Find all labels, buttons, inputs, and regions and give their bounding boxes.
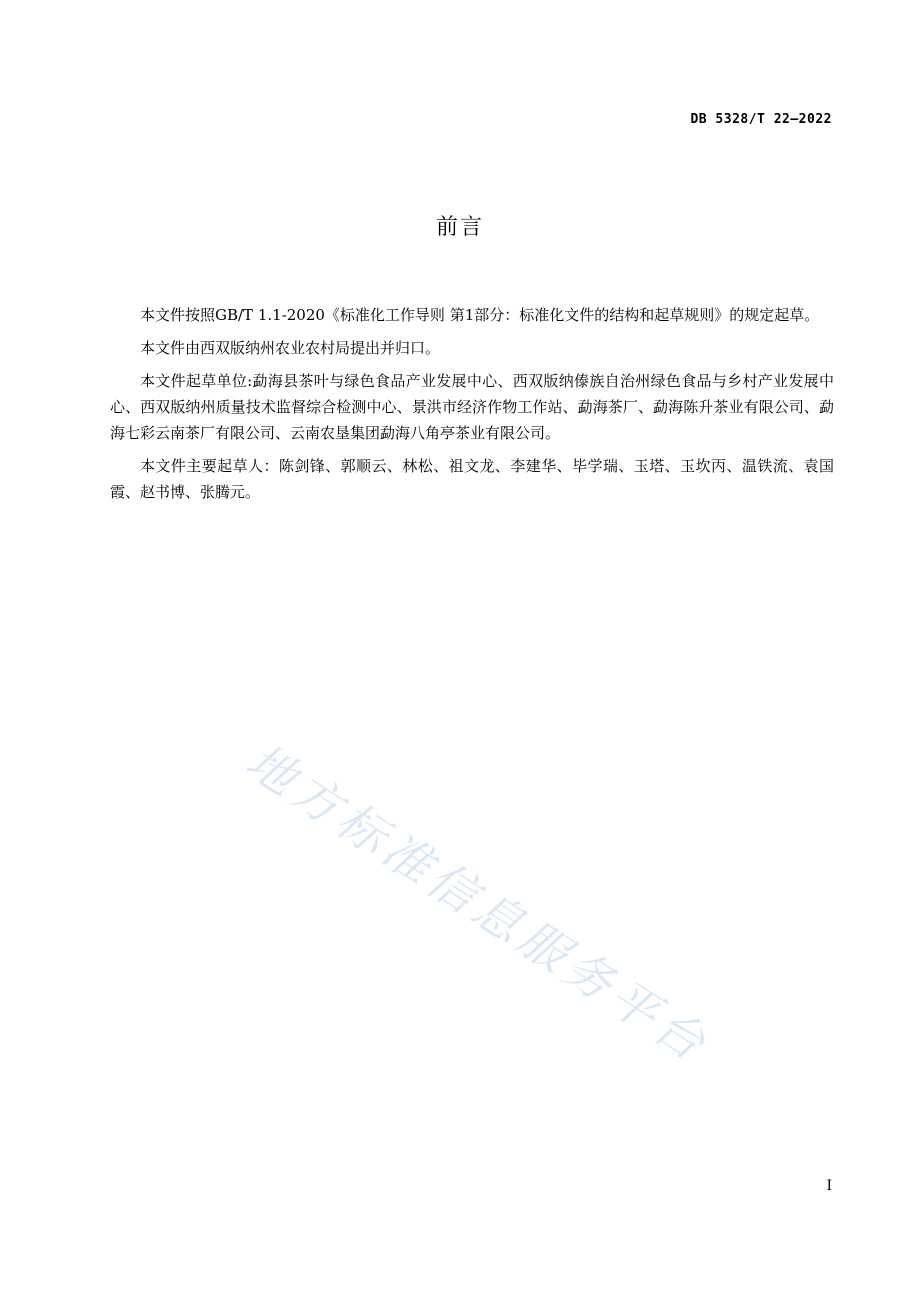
paragraph-proposer: 本文件由西双版纳州农业农村局提出并归口。 <box>140 339 441 357</box>
page-title: 前言 <box>435 215 484 240</box>
paragraph-drafting-units: 本文件起草单位:勐海县茶叶与绿色食品产业发展中心、西双版纳傣族自治州绿色食品与乡村产业发展中心、西双版纳州质量技术监督综合检测中心、景洪市经济作物工作站、勐海茶厂、勐海陈升茶业有限公司、勐海七彩云南茶厂有限公司、云南农垦集团勐海八角亭茶业有限公司。 <box>110 372 834 442</box>
paragraph-drafters: 本文件主要起草人：陈剑锋、郭顺云、林松、祖文龙、李建华、毕学瑞、玉塔、玉坎丙、温铁流、袁国霞、赵书博、张腾元。 <box>110 457 834 501</box>
foreword-body <box>110 302 834 512</box>
page-number: I <box>826 1178 832 1194</box>
watermark: 地方标准信息服务平台 <box>235 733 720 1075</box>
paragraph-drafting-rules: 本文件按照GB/T 1.1-2020《标准化工作导则 第1部分：标准化文件的结构和起草规则》的规定起草。 <box>140 306 820 324</box>
document-code: DB 5328/T 22—2022 <box>690 112 832 127</box>
